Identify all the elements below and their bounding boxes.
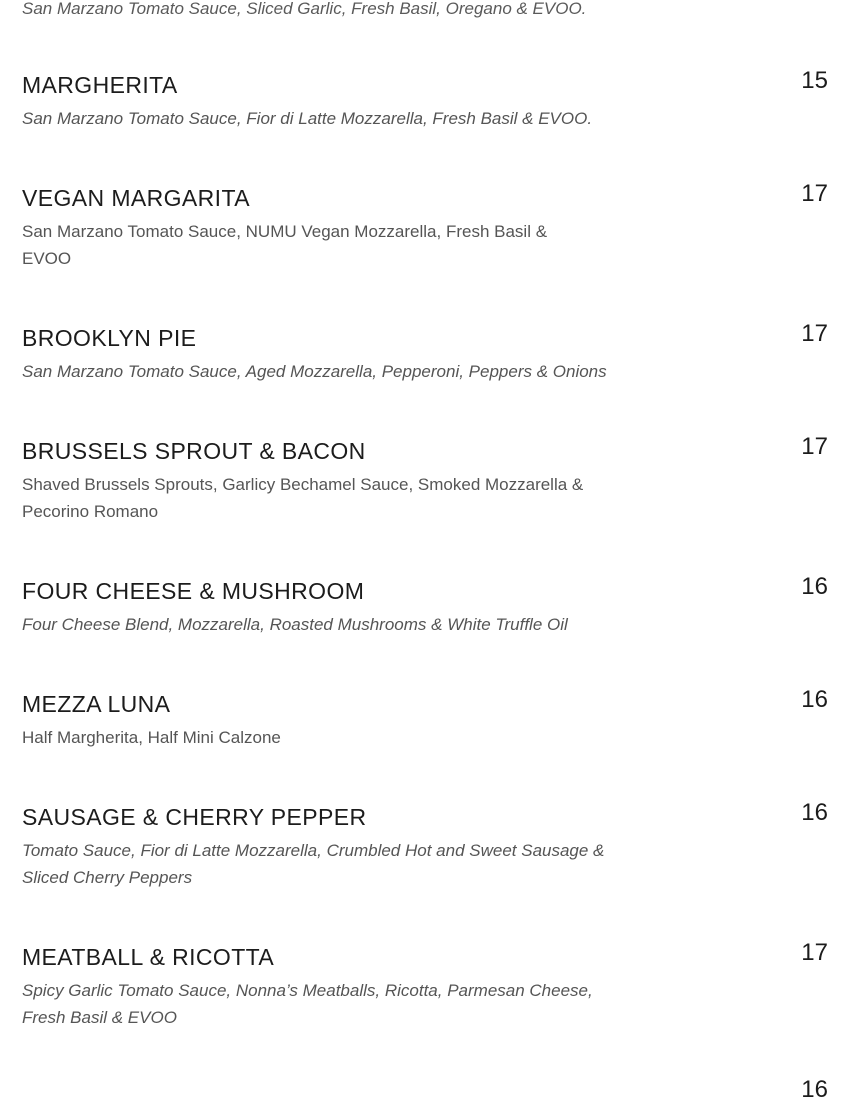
item-name: MEATBALL & RICOTTA [22, 944, 275, 970]
item-name: MARGHERITA [22, 72, 178, 98]
item-price: 17 [801, 180, 828, 207]
item-description: San Marzano Tomato Sauce, NUMU Vegan Mozzarella, Fresh Basil & EVOO [22, 222, 548, 268]
item-price: 17 [801, 939, 828, 966]
item-name: BRUSSELS SPROUT & BACON [22, 438, 366, 464]
item-description: Tomato Sauce, Fior di Latte Mozzarella, Crumbled Hot and Sweet Sausage & Sliced Cherry Peppers [22, 841, 605, 887]
item-description: Shaved Brussels Sprouts, Garlicy Bechamel Sauce, Smoked Mozzarella & Pecorino Romano [22, 475, 584, 521]
item-price: 16 [801, 799, 828, 826]
item-name: BROOKLYN PIE [22, 325, 197, 351]
item-price: 16 [801, 573, 828, 600]
item-name: FOUR CHEESE & MUSHROOM [22, 578, 365, 604]
item-description: Spicy Garlic Tomato Sauce, Nonna’s Meatballs, Ricotta, Parmesan Cheese, Fresh Basil & EVOO [22, 981, 593, 1027]
item-description: San Marzano Tomato Sauce, Aged Mozzarella, Pepperoni, Peppers & Onions [22, 362, 607, 381]
item-description: Four Cheese Blend, Mozzarella, Roasted Mushrooms & White Truffle Oil [22, 615, 568, 634]
item-price: 15 [801, 67, 828, 94]
item-price: 17 [801, 320, 828, 347]
item-description: Half Margherita, Half Mini Calzone [22, 728, 281, 747]
item-price: 17 [801, 433, 828, 460]
item-description: San Marzano Tomato Sauce, Fior di Latte Mozzarella, Fresh Basil & EVOO. [22, 109, 593, 128]
item-name: MEZZA LUNA [22, 691, 171, 717]
item-name: VEGAN MARGARITA [22, 185, 250, 211]
item-price: 16 [801, 686, 828, 713]
item-name: SAUSAGE & CHERRY PEPPER [22, 804, 367, 830]
item-description: San Marzano Tomato Sauce, Sliced Garlic, Fresh Basil, Oregano & EVOO. [22, 0, 587, 18]
item-price: 16 [801, 1076, 828, 1103]
